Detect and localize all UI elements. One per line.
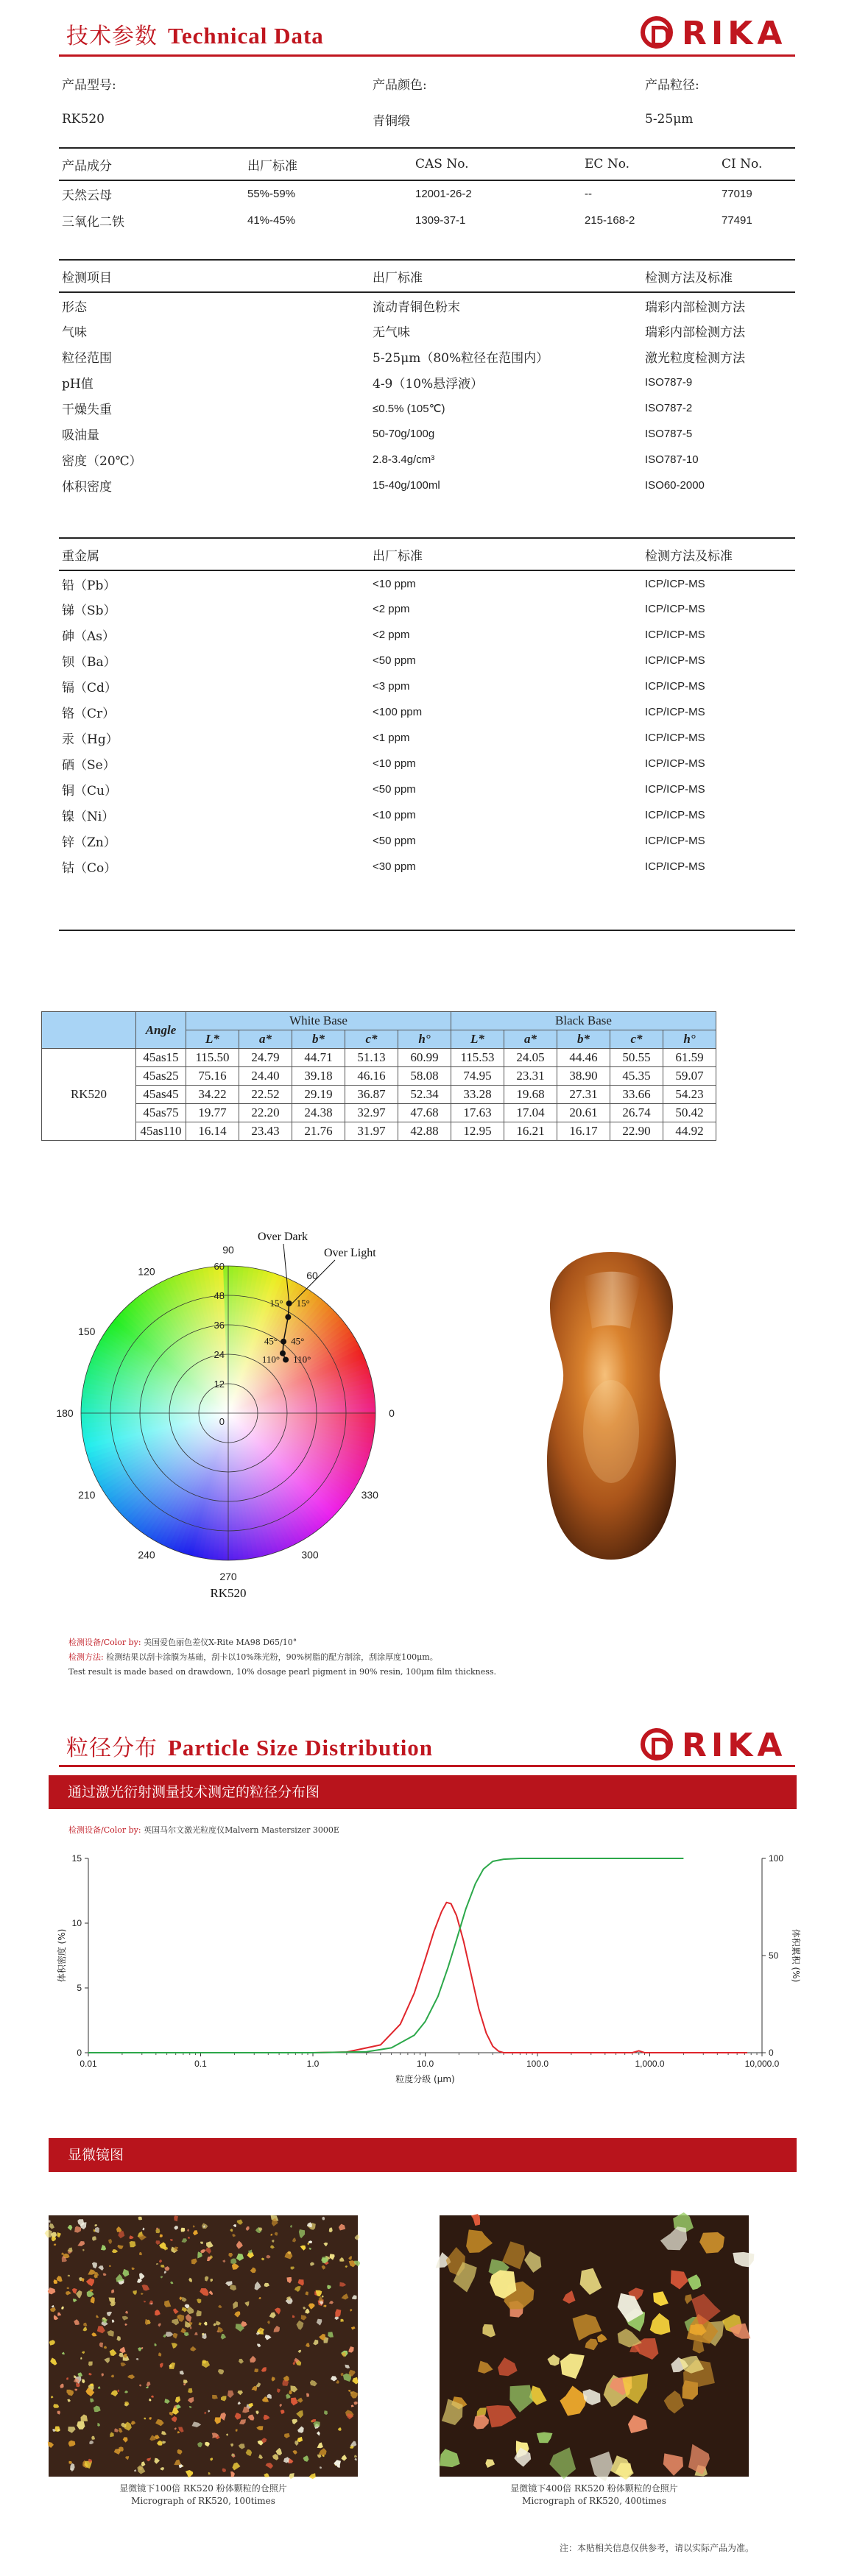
metal-method: ICP/ICP-MS — [645, 603, 705, 615]
angle-cell: 45as110 — [136, 1122, 186, 1141]
comp-header: CI No. — [722, 157, 763, 171]
col-header: a* — [239, 1030, 292, 1049]
white-value: 60.99 — [398, 1049, 451, 1067]
metal-limit: <3 ppm — [373, 680, 410, 693]
test-item: 形态 — [62, 300, 87, 315]
caption-cn: 显微镜下100倍 RK520 粉体颗粒的仓照片 — [119, 2483, 287, 2494]
micrograph-background — [49, 2215, 358, 2477]
angle-header: Angle — [136, 1012, 186, 1049]
comp-header: EC No. — [585, 157, 630, 171]
metal-name: 钡（Ba） — [62, 655, 116, 670]
method-text: 检测结果以刮卡涂膜为基础，刮卡以10%珠光粉，90%树脂的配方制涂，刮涂厚度100μm。 — [106, 1652, 438, 1662]
rika-logo-icon — [641, 1728, 673, 1761]
psd-header — [0, 1721, 843, 1780]
metal-name: 锑（Sb） — [62, 604, 116, 618]
comp-cell: 55%-59% — [247, 188, 296, 200]
test-item: 吸油量 — [62, 428, 99, 443]
title-cn: 技术参数 — [66, 24, 158, 49]
black-value: 45.35 — [610, 1067, 663, 1086]
metal-limit: <30 ppm — [373, 860, 416, 873]
pigment-flake — [76, 2383, 80, 2388]
value-size: 5-25μm — [645, 112, 694, 127]
metal-row — [59, 699, 795, 725]
comp-cell: 1309-37-1 — [415, 213, 466, 227]
test-method: ISO60-2000 — [645, 479, 705, 492]
wheel-radial-label: 60 — [214, 1261, 225, 1272]
white-value: 51.13 — [345, 1049, 398, 1067]
black-value: 59.07 — [663, 1067, 716, 1086]
white-value: 21.76 — [292, 1122, 345, 1141]
col-header: h° — [663, 1030, 716, 1049]
white-value: 22.52 — [239, 1086, 292, 1104]
metal-method: ICP/ICP-MS — [645, 757, 705, 770]
test-method: ISO787-5 — [645, 428, 693, 440]
black-value: 20.61 — [557, 1104, 610, 1122]
x-tick-label: 100.0 — [526, 2059, 549, 2069]
wheel-data-point — [280, 1351, 286, 1356]
device-label: 检测设备/Color by: — [68, 1638, 141, 1647]
wheel-radial-label: 12 — [214, 1379, 225, 1390]
test-item: 密度（20℃） — [62, 454, 142, 469]
metal-row — [59, 622, 795, 648]
col-header: b* — [292, 1030, 345, 1049]
white-value: 29.19 — [292, 1086, 345, 1104]
cumulative-volume-line — [88, 1858, 683, 2053]
metal-name: 锌（Zn） — [62, 835, 116, 850]
comp-header: 产品成分 — [62, 158, 112, 174]
col-header: b* — [557, 1030, 610, 1049]
test-item: 气味 — [62, 325, 87, 340]
comp-cell: 215-168-2 — [585, 213, 635, 227]
y-right-tick-label: 100 — [769, 1853, 784, 1864]
car-roof-shine — [583, 1380, 639, 1483]
micrograph-400x — [440, 2215, 749, 2477]
label-color: 产品颜色: — [373, 77, 427, 93]
metal-method: ICP/ICP-MS — [645, 809, 705, 821]
wheel-angle-label: 270 — [219, 1571, 237, 1582]
metal-name: 汞（Hg） — [62, 732, 119, 747]
test-row — [59, 395, 795, 421]
metal-row — [59, 648, 795, 673]
metal-limit: <10 ppm — [373, 809, 416, 821]
psd-title — [66, 1730, 433, 1762]
test-standard: 4-9（10%悬浮液） — [373, 377, 484, 392]
comp-cell: 天然云母 — [62, 188, 112, 203]
white-value: 58.08 — [398, 1067, 451, 1086]
psd-device-text: 英国马尔文激光粒度仪Malvern Mastersizer 3000E — [144, 1825, 339, 1835]
comp-header: CAS No. — [415, 157, 469, 171]
test-standard: 流动青铜色粉末 — [373, 300, 460, 315]
psd-device-note — [68, 1824, 339, 1836]
wheel-data-point — [281, 1339, 286, 1345]
wheel-point-label: 45° — [264, 1335, 278, 1347]
x-tick-label: 0.1 — [194, 2059, 207, 2069]
metal-limit: <10 ppm — [373, 577, 416, 590]
metal-method: ICP/ICP-MS — [645, 680, 705, 693]
black-value: 50.55 — [610, 1049, 663, 1067]
black-base-header: Black Base — [451, 1012, 716, 1030]
metals-header: 重金属 — [62, 548, 99, 564]
metal-method: ICP/ICP-MS — [645, 732, 705, 744]
y-right-tick-label: 50 — [769, 1950, 779, 1961]
black-value: 33.66 — [610, 1086, 663, 1104]
angle-cell: 45as45 — [136, 1086, 186, 1104]
test-item: 粒径范围 — [62, 351, 112, 366]
metal-method: ICP/ICP-MS — [645, 654, 705, 667]
test-standard: 5-25μm（80%粒径在范围内） — [373, 351, 549, 366]
value-color: 青铜缎 — [373, 113, 410, 129]
test-method: ISO787-9 — [645, 376, 693, 389]
col-header: h° — [398, 1030, 451, 1049]
angle-cell: 45as15 — [136, 1049, 186, 1067]
pigment-flake — [181, 2228, 186, 2232]
pigment-flake — [254, 2368, 258, 2372]
col-header: c* — [345, 1030, 398, 1049]
col-header: c* — [610, 1030, 663, 1049]
wheel-angle-label: 60 — [306, 1269, 318, 1281]
test-row — [59, 421, 795, 447]
test-row — [59, 292, 795, 318]
color-row — [42, 1067, 716, 1086]
tests-header: 检测项目 — [62, 270, 112, 286]
wheel-angle-label: 90 — [222, 1244, 234, 1256]
metal-name: 钴（Co） — [62, 861, 117, 876]
pigment-flake — [48, 2220, 51, 2223]
psd-title-cn: 粒径分布 — [66, 1735, 158, 1761]
black-value: 74.95 — [451, 1067, 504, 1086]
metal-method: ICP/ICP-MS — [645, 783, 705, 796]
x-tick-label: 10,000.0 — [744, 2059, 780, 2069]
test-row — [59, 473, 795, 498]
wheel-product-label: RK520 — [210, 1586, 247, 1600]
black-value: 27.31 — [557, 1086, 610, 1104]
micrograph-400x-caption — [410, 2483, 778, 2508]
metal-method: ICP/ICP-MS — [645, 706, 705, 718]
color-wheel — [44, 1225, 412, 1608]
footer-note: 注：本贴相关信息仅供参考，请以实际产品为准。 — [560, 2543, 755, 2553]
comp-cell: 41%-45% — [247, 213, 296, 227]
black-value: 16.17 — [557, 1122, 610, 1141]
y-tick-label: 5 — [77, 1983, 82, 1993]
metal-limit: <50 ppm — [373, 783, 416, 796]
white-value: 36.87 — [345, 1086, 398, 1104]
test-standard: 2.8-3.4g/cm³ — [373, 453, 435, 466]
y-right-tick-label: 0 — [769, 2048, 774, 2058]
metal-row — [59, 673, 795, 699]
particle-size-chart — [52, 1844, 801, 2098]
black-value: 17.04 — [504, 1104, 557, 1122]
white-value: 39.18 — [292, 1067, 345, 1086]
header-rule — [59, 54, 795, 57]
metals-bottom-rule — [59, 930, 795, 931]
black-value: 26.74 — [610, 1104, 663, 1122]
metal-limit: <50 ppm — [373, 654, 416, 667]
metal-name: 砷（As） — [62, 629, 116, 644]
color-table — [41, 1011, 716, 1141]
y-tick-label: 10 — [71, 1918, 82, 1928]
color-row — [42, 1104, 716, 1122]
metal-name: 铜（Cu） — [62, 784, 117, 799]
white-value: 23.43 — [239, 1122, 292, 1141]
black-value: 23.31 — [504, 1067, 557, 1086]
micrograph-100x — [49, 2215, 358, 2477]
wheel-point-label: 15° — [296, 1297, 310, 1309]
white-value: 44.71 — [292, 1049, 345, 1067]
psd-title-en: Particle Size Distribution — [168, 1735, 434, 1761]
test-standard: 15-40g/100ml — [373, 479, 440, 492]
test-item: 体积密度 — [62, 480, 112, 495]
x-tick-label: 1,000.0 — [635, 2059, 665, 2069]
test-item: 干燥失重 — [62, 403, 112, 417]
black-value: 24.05 — [504, 1049, 557, 1067]
col-header: L* — [451, 1030, 504, 1049]
metals-table — [59, 537, 795, 880]
metal-row — [59, 596, 795, 622]
test-standard: 50-70g/100g — [373, 428, 435, 440]
psd-device-label: 检测设备/Color by: — [68, 1825, 141, 1835]
over-dark-label: Over Dark — [258, 1231, 308, 1243]
measurement-conditions — [68, 1635, 496, 1680]
test-standard: ≤0.5% (105℃) — [373, 402, 445, 415]
metal-method: ICP/ICP-MS — [645, 577, 705, 590]
black-value: 12.95 — [451, 1122, 504, 1141]
col-header: a* — [504, 1030, 557, 1049]
wheel-point-label: 15° — [269, 1297, 283, 1309]
micrograph-100x-caption — [19, 2483, 387, 2508]
metal-name: 硒（Se） — [62, 758, 116, 773]
logo-text: RIKA — [682, 15, 787, 52]
device-text: 美国爱色丽色差仪X-Rite MA98 D65/10° — [144, 1638, 297, 1647]
wheel-angle-label: 150 — [78, 1326, 96, 1337]
metal-limit: <100 ppm — [373, 706, 423, 718]
metal-row — [59, 854, 795, 880]
method-text-en: Test result is made based on drawdown, 10% dosage pearl pigment in 90% resin, 100μm film thickness. — [68, 1667, 497, 1677]
white-value: 31.97 — [345, 1122, 398, 1141]
tests-header: 检测方法及标准 — [645, 270, 733, 286]
wheel-angle-label: 240 — [138, 1549, 155, 1561]
white-value: 24.38 — [292, 1104, 345, 1122]
metal-name: 铬（Cr） — [62, 707, 116, 721]
black-value: 38.90 — [557, 1067, 610, 1086]
wheel-radial-label: 36 — [214, 1320, 225, 1331]
pigment-flake — [88, 2362, 93, 2366]
over-light-label: Over Light — [324, 1247, 376, 1259]
metal-limit: <2 ppm — [373, 603, 410, 615]
pigment-flake — [130, 2241, 136, 2247]
black-value: 19.68 — [504, 1086, 557, 1104]
metal-method: ICP/ICP-MS — [645, 835, 705, 847]
logo-text: RIKA — [682, 1727, 787, 1764]
test-method: ISO787-2 — [645, 402, 693, 414]
test-method: ISO787-10 — [645, 453, 699, 466]
test-method: 瑞彩内部检测方法 — [645, 300, 745, 315]
wheel-angle-label: 210 — [78, 1489, 96, 1501]
angle-cell: 45as75 — [136, 1104, 186, 1122]
color-row — [42, 1122, 716, 1141]
metal-limit: <10 ppm — [373, 757, 416, 770]
white-value: 75.16 — [186, 1067, 239, 1086]
white-value: 46.16 — [345, 1067, 398, 1086]
wheel-data-point — [285, 1314, 291, 1320]
white-value: 52.34 — [398, 1086, 451, 1104]
white-base-header: White Base — [186, 1012, 451, 1030]
test-row — [59, 369, 795, 395]
comp-header: 出厂标准 — [247, 158, 297, 174]
metals-header: 检测方法及标准 — [645, 548, 733, 564]
black-value: 33.28 — [451, 1086, 504, 1104]
angle-cell: 45as25 — [136, 1067, 186, 1086]
black-value: 44.46 — [557, 1049, 610, 1067]
wheel-radial-label: 24 — [214, 1349, 225, 1360]
psd-banner: 通过激光衍射测量技术测定的粒径分布图 — [49, 1775, 797, 1809]
test-method: 瑞彩内部检测方法 — [645, 325, 745, 340]
metal-row — [59, 570, 795, 596]
rika-logo — [641, 1727, 788, 1762]
page-header — [0, 9, 843, 68]
micro-banner: 显微镜图 — [49, 2138, 797, 2172]
white-value: 24.79 — [239, 1049, 292, 1067]
tests-header: 出厂标准 — [373, 270, 423, 286]
black-value: 44.92 — [663, 1122, 716, 1141]
white-value: 16.14 — [186, 1122, 239, 1141]
test-row — [59, 447, 795, 473]
metal-name: 镍（Ni） — [62, 810, 115, 824]
composition-table — [59, 147, 795, 233]
y-tick-label: 0 — [77, 2048, 82, 2058]
col-header: L* — [186, 1030, 239, 1049]
black-value: 17.63 — [451, 1104, 504, 1122]
metal-limit: <50 ppm — [373, 835, 416, 847]
x-axis-title: 粒度分级 (μm) — [395, 2074, 455, 2084]
x-tick-label: 10.0 — [416, 2059, 434, 2069]
white-value: 42.88 — [398, 1122, 451, 1141]
product-cell-top — [42, 1012, 136, 1049]
y-tick-label: 15 — [71, 1853, 82, 1864]
rika-logo — [641, 15, 788, 50]
y-axis-title: 体积密度 (%) — [57, 1928, 67, 1983]
white-value: 115.50 — [186, 1049, 239, 1067]
car-color-sample — [543, 1248, 680, 1564]
metal-name: 镉（Cd） — [62, 681, 117, 696]
caption-en: Micrograph of RK520, 400times — [522, 2496, 666, 2506]
metal-name: 铅（Pb） — [62, 578, 116, 593]
wheel-data-point — [283, 1356, 289, 1362]
wheel-point-label: 45° — [291, 1335, 305, 1347]
caption-cn: 显微镜下400倍 RK520 粉体颗粒的仓照片 — [510, 2483, 678, 2494]
metal-method: ICP/ICP-MS — [645, 860, 705, 873]
tests-table — [59, 259, 795, 498]
white-value: 19.77 — [186, 1104, 239, 1122]
comp-cell: 77491 — [722, 213, 752, 227]
white-value: 32.97 — [345, 1104, 398, 1122]
psd-header-rule — [59, 1765, 795, 1767]
metal-row — [59, 751, 795, 776]
metal-row — [59, 802, 795, 828]
wheel-angle-label: 330 — [361, 1489, 378, 1501]
product-cell: RK520 — [42, 1049, 136, 1141]
label-size: 产品粒径: — [645, 77, 699, 93]
page-title — [66, 18, 324, 50]
comp-cell: 12001-26-2 — [415, 188, 472, 200]
value-model: RK520 — [62, 112, 105, 127]
black-value: 61.59 — [663, 1049, 716, 1067]
y-right-axis-title: 体积累积 (%) — [791, 1928, 801, 1983]
basic-info-table — [59, 68, 795, 140]
title-en: Technical Data — [168, 23, 324, 49]
metal-row — [59, 828, 795, 854]
pigment-flake — [236, 2429, 238, 2432]
comp-cell: 77019 — [722, 188, 752, 200]
color-row — [42, 1086, 716, 1104]
wheel-angle-label: 120 — [138, 1265, 155, 1278]
wheel-point-label: 110° — [293, 1354, 311, 1365]
metal-row — [59, 725, 795, 751]
test-method: 激光粒度检测方法 — [645, 351, 745, 366]
white-value: 47.68 — [398, 1104, 451, 1122]
black-value: 16.21 — [504, 1122, 557, 1141]
caption-en: Micrograph of RK520, 100times — [131, 2496, 275, 2506]
metal-row — [59, 776, 795, 802]
metals-header: 出厂标准 — [373, 548, 423, 564]
color-row — [42, 1049, 716, 1067]
white-value: 22.20 — [239, 1104, 292, 1122]
wheel-angle-label: 300 — [301, 1549, 319, 1561]
test-row — [59, 344, 795, 369]
wheel-radial-label: 0 — [219, 1416, 225, 1427]
black-value: 22.90 — [610, 1122, 663, 1141]
metal-limit: <1 ppm — [373, 732, 410, 744]
metal-method: ICP/ICP-MS — [645, 629, 705, 641]
black-value: 50.42 — [663, 1104, 716, 1122]
white-value: 34.22 — [186, 1086, 239, 1104]
comp-cell: 三氧化二铁 — [62, 214, 124, 230]
test-row — [59, 318, 795, 344]
test-standard: 无气味 — [373, 325, 410, 340]
black-value: 115.53 — [451, 1049, 504, 1067]
wheel-angle-label: 180 — [56, 1407, 74, 1419]
x-tick-label: 0.01 — [80, 2059, 97, 2069]
method-label: 检测方法: — [68, 1652, 104, 1662]
wheel-radial-label: 48 — [214, 1290, 225, 1301]
x-tick-label: 1.0 — [306, 2059, 320, 2069]
wheel-point-label: 110° — [261, 1354, 281, 1365]
comp-cell: -- — [585, 188, 592, 200]
metal-limit: <2 ppm — [373, 629, 410, 641]
white-value: 24.40 — [239, 1067, 292, 1086]
wheel-angle-label: 0 — [389, 1407, 395, 1419]
label-model: 产品型号: — [62, 77, 116, 93]
black-value: 54.23 — [663, 1086, 716, 1104]
rika-logo-icon — [641, 16, 673, 49]
test-item: pH值 — [62, 377, 94, 392]
pigment-flake — [138, 2217, 143, 2221]
